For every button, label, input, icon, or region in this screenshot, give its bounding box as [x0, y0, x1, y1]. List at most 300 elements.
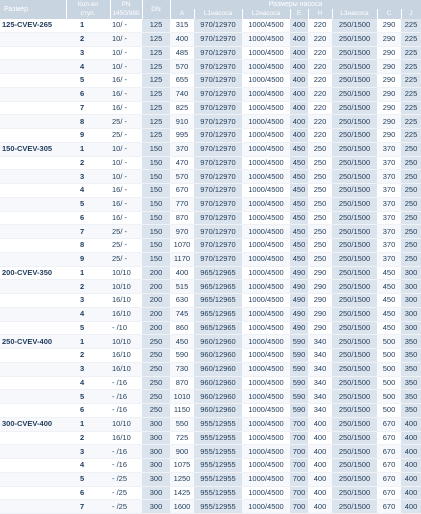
cell-dn: 200	[142, 280, 170, 294]
cell-l3: 250/1500	[332, 170, 377, 184]
cell-stages: 5	[66, 197, 110, 211]
cell-l1: 970/12970	[194, 170, 242, 184]
cell-size	[0, 486, 66, 500]
cell-stages: 1	[66, 417, 110, 431]
cell-pn: 10/ -	[110, 46, 142, 60]
cell-pn: 10/10	[110, 266, 142, 280]
cell-pn: 16/10	[110, 431, 142, 445]
cell-dn: 125	[142, 87, 170, 101]
cell-c: 290	[377, 101, 401, 115]
cell-pn: 16/ -	[110, 184, 142, 198]
header-l1: L1насоса	[194, 9, 242, 19]
cell-j: 250	[401, 211, 421, 225]
cell-dn: 300	[142, 472, 170, 486]
cell-c: 670	[377, 472, 401, 486]
cell-dn: 150	[142, 211, 170, 225]
cell-j: 225	[401, 129, 421, 143]
cell-stages: 2	[66, 32, 110, 46]
cell-e: 490	[290, 266, 308, 280]
cell-a: 670	[170, 184, 194, 198]
cell-j: 225	[401, 60, 421, 74]
cell-l1: 960/12960	[194, 404, 242, 418]
cell-dn: 300	[142, 417, 170, 431]
cell-pn: 16/10	[110, 307, 142, 321]
table-row	[0, 87, 421, 101]
cell-e: 490	[290, 307, 308, 321]
cell-a: 470	[170, 156, 194, 170]
cell-h: 250	[308, 197, 332, 211]
cell-l2: 1000/4500	[242, 46, 290, 60]
cell-stages: 1	[66, 335, 110, 349]
cell-c: 370	[377, 225, 401, 239]
cell-h: 220	[308, 129, 332, 143]
cell-pn: 10/ -	[110, 170, 142, 184]
cell-l3: 250/1500	[332, 211, 377, 225]
cell-size	[0, 197, 66, 211]
table-row	[0, 32, 421, 46]
cell-stages: 4	[66, 184, 110, 198]
header-l2: L2насоса	[242, 9, 290, 19]
cell-l2: 1000/4500	[242, 156, 290, 170]
cell-l2: 1000/4500	[242, 321, 290, 335]
cell-l3: 250/1500	[332, 225, 377, 239]
cell-h: 290	[308, 294, 332, 308]
cell-size	[0, 239, 66, 253]
cell-h: 220	[308, 87, 332, 101]
table-row	[0, 156, 421, 170]
cell-a: 590	[170, 349, 194, 363]
header-dimensions-group: Размеры насоса	[170, 0, 421, 9]
cell-dn: 150	[142, 239, 170, 253]
cell-l1: 965/12965	[194, 321, 242, 335]
cell-c: 290	[377, 87, 401, 101]
table-row	[0, 335, 421, 349]
cell-l2: 1000/4500	[242, 74, 290, 88]
cell-stages: 6	[66, 87, 110, 101]
cell-l2: 1000/4500	[242, 294, 290, 308]
cell-pn: - /16	[110, 445, 142, 459]
cell-e: 450	[290, 142, 308, 156]
cell-dn: 125	[142, 101, 170, 115]
cell-l3: 250/1500	[332, 376, 377, 390]
header-stages-line1: Кол-во	[66, 0, 110, 9]
cell-l1: 970/12970	[194, 211, 242, 225]
cell-l1: 955/12955	[194, 459, 242, 473]
cell-e: 400	[290, 129, 308, 143]
cell-c: 500	[377, 335, 401, 349]
cell-pn: 10/ -	[110, 19, 142, 33]
cell-h: 220	[308, 32, 332, 46]
cell-a: 485	[170, 46, 194, 60]
table-row	[0, 349, 421, 363]
cell-l2: 1000/4500	[242, 280, 290, 294]
cell-j: 225	[401, 19, 421, 33]
cell-l3: 250/1500	[332, 46, 377, 60]
cell-size	[0, 362, 66, 376]
table-row	[0, 431, 421, 445]
cell-l2: 1000/4500	[242, 431, 290, 445]
cell-l3: 250/1500	[332, 115, 377, 129]
cell-l3: 250/1500	[332, 197, 377, 211]
cell-j: 400	[401, 431, 421, 445]
table-row	[0, 404, 421, 418]
table-row	[0, 115, 421, 129]
cell-l3: 250/1500	[332, 321, 377, 335]
cell-a: 630	[170, 294, 194, 308]
cell-h: 340	[308, 404, 332, 418]
cell-dn: 125	[142, 60, 170, 74]
cell-size	[0, 390, 66, 404]
table-row	[0, 321, 421, 335]
cell-l1: 970/12970	[194, 197, 242, 211]
cell-dn: 250	[142, 390, 170, 404]
cell-l1: 970/12970	[194, 101, 242, 115]
cell-j: 350	[401, 404, 421, 418]
cell-size	[0, 225, 66, 239]
cell-l3: 250/1500	[332, 252, 377, 266]
cell-c: 450	[377, 280, 401, 294]
cell-l2: 1000/4500	[242, 197, 290, 211]
cell-pn: 25/ -	[110, 252, 142, 266]
cell-h: 250	[308, 252, 332, 266]
cell-size	[0, 129, 66, 143]
cell-size	[0, 280, 66, 294]
cell-c: 670	[377, 500, 401, 514]
cell-l2: 1000/4500	[242, 307, 290, 321]
cell-l3: 250/1500	[332, 280, 377, 294]
cell-pn: 10/10	[110, 335, 142, 349]
cell-stages: 6	[66, 404, 110, 418]
header-l3: L3насоса	[332, 9, 377, 19]
cell-h: 220	[308, 60, 332, 74]
cell-l2: 1000/4500	[242, 32, 290, 46]
cell-size	[0, 376, 66, 390]
cell-l3: 250/1500	[332, 362, 377, 376]
cell-c: 500	[377, 362, 401, 376]
cell-stages: 6	[66, 486, 110, 500]
cell-size: 200-CVEV-350	[0, 266, 66, 280]
cell-pn: 16/10	[110, 349, 142, 363]
header-dn: DN	[142, 0, 170, 19]
cell-pn: - /25	[110, 500, 142, 514]
table-row	[0, 280, 421, 294]
cell-j: 250	[401, 156, 421, 170]
cell-stages: 4	[66, 459, 110, 473]
cell-dn: 250	[142, 335, 170, 349]
cell-dn: 200	[142, 266, 170, 280]
cell-l1: 965/12965	[194, 294, 242, 308]
cell-l2: 1000/4500	[242, 129, 290, 143]
cell-c: 370	[377, 184, 401, 198]
cell-pn: 16/ -	[110, 211, 142, 225]
cell-l3: 250/1500	[332, 184, 377, 198]
cell-l3: 250/1500	[332, 74, 377, 88]
cell-size	[0, 184, 66, 198]
cell-l2: 1000/4500	[242, 349, 290, 363]
cell-e: 400	[290, 32, 308, 46]
cell-stages: 9	[66, 252, 110, 266]
cell-l1: 970/12970	[194, 32, 242, 46]
cell-l3: 250/1500	[332, 156, 377, 170]
cell-a: 870	[170, 376, 194, 390]
cell-l1: 955/12955	[194, 486, 242, 500]
header-j: J	[401, 9, 421, 19]
cell-l1: 970/12970	[194, 252, 242, 266]
cell-j: 350	[401, 335, 421, 349]
table-row	[0, 225, 421, 239]
cell-size	[0, 211, 66, 225]
cell-c: 500	[377, 349, 401, 363]
cell-h: 400	[308, 500, 332, 514]
cell-size	[0, 60, 66, 74]
cell-size: 125-CVEV-265	[0, 19, 66, 33]
cell-c: 670	[377, 445, 401, 459]
cell-stages: 2	[66, 156, 110, 170]
cell-e: 590	[290, 335, 308, 349]
cell-size	[0, 472, 66, 486]
table-body	[0, 19, 421, 514]
cell-h: 400	[308, 486, 332, 500]
cell-h: 250	[308, 170, 332, 184]
cell-stages: 1	[66, 19, 110, 33]
cell-e: 400	[290, 60, 308, 74]
cell-e: 490	[290, 321, 308, 335]
cell-pn: 16/ -	[110, 87, 142, 101]
cell-h: 340	[308, 349, 332, 363]
cell-size	[0, 32, 66, 46]
cell-a: 515	[170, 280, 194, 294]
cell-e: 700	[290, 459, 308, 473]
cell-size	[0, 252, 66, 266]
cell-l1: 970/12970	[194, 46, 242, 60]
cell-l3: 250/1500	[332, 445, 377, 459]
cell-l1: 970/12970	[194, 60, 242, 74]
cell-j: 400	[401, 459, 421, 473]
cell-stages: 5	[66, 472, 110, 486]
cell-j: 225	[401, 46, 421, 60]
cell-a: 1070	[170, 239, 194, 253]
cell-e: 700	[290, 486, 308, 500]
cell-e: 400	[290, 101, 308, 115]
cell-c: 670	[377, 417, 401, 431]
cell-h: 250	[308, 225, 332, 239]
table-row	[0, 500, 421, 514]
cell-h: 220	[308, 19, 332, 33]
table-row	[0, 417, 421, 431]
cell-stages: 4	[66, 60, 110, 74]
cell-l3: 250/1500	[332, 87, 377, 101]
cell-l3: 250/1500	[332, 266, 377, 280]
cell-l1: 970/12970	[194, 74, 242, 88]
cell-c: 290	[377, 32, 401, 46]
cell-l1: 960/12960	[194, 376, 242, 390]
header-pn-line2: 1450/980	[110, 9, 142, 19]
cell-a: 655	[170, 74, 194, 88]
cell-c: 290	[377, 129, 401, 143]
cell-l2: 1000/4500	[242, 252, 290, 266]
cell-l2: 1000/4500	[242, 239, 290, 253]
cell-l1: 955/12955	[194, 445, 242, 459]
cell-dn: 150	[142, 170, 170, 184]
cell-l2: 1000/4500	[242, 184, 290, 198]
cell-a: 1075	[170, 459, 194, 473]
cell-j: 250	[401, 252, 421, 266]
cell-l3: 250/1500	[332, 390, 377, 404]
cell-l2: 1000/4500	[242, 115, 290, 129]
cell-h: 290	[308, 266, 332, 280]
cell-l1: 970/12970	[194, 19, 242, 33]
cell-l3: 250/1500	[332, 335, 377, 349]
cell-stages: 5	[66, 321, 110, 335]
cell-e: 450	[290, 225, 308, 239]
cell-l3: 250/1500	[332, 142, 377, 156]
cell-size	[0, 349, 66, 363]
cell-l3: 250/1500	[332, 404, 377, 418]
cell-j: 250	[401, 197, 421, 211]
cell-l3: 250/1500	[332, 60, 377, 74]
cell-h: 340	[308, 390, 332, 404]
cell-l3: 250/1500	[332, 500, 377, 514]
cell-a: 1600	[170, 500, 194, 514]
cell-dn: 150	[142, 252, 170, 266]
cell-a: 825	[170, 101, 194, 115]
cell-e: 700	[290, 431, 308, 445]
cell-e: 400	[290, 74, 308, 88]
cell-j: 225	[401, 74, 421, 88]
cell-c: 450	[377, 266, 401, 280]
cell-pn: - /25	[110, 472, 142, 486]
cell-l2: 1000/4500	[242, 472, 290, 486]
cell-a: 315	[170, 19, 194, 33]
cell-l1: 955/12955	[194, 472, 242, 486]
cell-stages: 3	[66, 362, 110, 376]
cell-e: 450	[290, 239, 308, 253]
cell-a: 570	[170, 60, 194, 74]
cell-l2: 1000/4500	[242, 225, 290, 239]
cell-j: 350	[401, 362, 421, 376]
cell-h: 400	[308, 417, 332, 431]
cell-dn: 150	[142, 142, 170, 156]
cell-e: 700	[290, 500, 308, 514]
cell-e: 700	[290, 445, 308, 459]
table-row	[0, 307, 421, 321]
cell-c: 450	[377, 307, 401, 321]
cell-dn: 150	[142, 197, 170, 211]
cell-l2: 1000/4500	[242, 362, 290, 376]
cell-dn: 125	[142, 115, 170, 129]
cell-size: 300-CVEV-400	[0, 417, 66, 431]
cell-c: 370	[377, 211, 401, 225]
cell-dn: 125	[142, 32, 170, 46]
cell-l2: 1000/4500	[242, 170, 290, 184]
cell-size	[0, 459, 66, 473]
cell-stages: 7	[66, 500, 110, 514]
cell-a: 740	[170, 87, 194, 101]
cell-l2: 1000/4500	[242, 445, 290, 459]
cell-h: 250	[308, 239, 332, 253]
cell-c: 450	[377, 321, 401, 335]
cell-j: 300	[401, 266, 421, 280]
cell-pn: - /16	[110, 390, 142, 404]
cell-j: 400	[401, 500, 421, 514]
cell-l1: 965/12965	[194, 266, 242, 280]
cell-dn: 200	[142, 294, 170, 308]
cell-dn: 250	[142, 349, 170, 363]
cell-a: 770	[170, 197, 194, 211]
cell-pn: - /25	[110, 486, 142, 500]
cell-dn: 250	[142, 376, 170, 390]
cell-j: 225	[401, 87, 421, 101]
cell-h: 290	[308, 307, 332, 321]
cell-pn: 25/ -	[110, 129, 142, 143]
cell-h: 400	[308, 445, 332, 459]
cell-l1: 965/12965	[194, 280, 242, 294]
cell-h: 340	[308, 335, 332, 349]
cell-a: 550	[170, 417, 194, 431]
cell-e: 490	[290, 280, 308, 294]
cell-l3: 250/1500	[332, 129, 377, 143]
cell-l1: 960/12960	[194, 349, 242, 363]
cell-l2: 1000/4500	[242, 417, 290, 431]
cell-j: 300	[401, 321, 421, 335]
cell-dn: 300	[142, 445, 170, 459]
cell-dn: 250	[142, 404, 170, 418]
cell-dn: 125	[142, 74, 170, 88]
cell-h: 290	[308, 280, 332, 294]
cell-pn: 10/ -	[110, 60, 142, 74]
cell-size	[0, 115, 66, 129]
cell-l1: 970/12970	[194, 87, 242, 101]
cell-pn: 16/ -	[110, 74, 142, 88]
cell-j: 350	[401, 390, 421, 404]
cell-dn: 150	[142, 156, 170, 170]
cell-pn: 16/ -	[110, 197, 142, 211]
cell-e: 450	[290, 156, 308, 170]
cell-h: 340	[308, 362, 332, 376]
cell-size	[0, 500, 66, 514]
cell-stages: 3	[66, 445, 110, 459]
cell-pn: 25/ -	[110, 239, 142, 253]
cell-dn: 300	[142, 431, 170, 445]
cell-h: 220	[308, 46, 332, 60]
cell-l2: 1000/4500	[242, 404, 290, 418]
cell-a: 900	[170, 445, 194, 459]
cell-dn: 200	[142, 307, 170, 321]
cell-h: 400	[308, 431, 332, 445]
cell-l2: 1000/4500	[242, 101, 290, 115]
cell-pn: - /10	[110, 321, 142, 335]
cell-l2: 1000/4500	[242, 376, 290, 390]
cell-l2: 1000/4500	[242, 60, 290, 74]
cell-a: 725	[170, 431, 194, 445]
cell-dn: 250	[142, 362, 170, 376]
cell-l3: 250/1500	[332, 101, 377, 115]
cell-l1: 955/12955	[194, 431, 242, 445]
cell-pn: 10/10	[110, 417, 142, 431]
cell-size	[0, 74, 66, 88]
table-row	[0, 142, 421, 156]
cell-stages: 4	[66, 307, 110, 321]
cell-size	[0, 156, 66, 170]
cell-stages: 3	[66, 170, 110, 184]
cell-l1: 955/12955	[194, 500, 242, 514]
cell-size	[0, 101, 66, 115]
cell-pn: 25/ -	[110, 115, 142, 129]
cell-size	[0, 46, 66, 60]
cell-dn: 300	[142, 486, 170, 500]
cell-c: 370	[377, 252, 401, 266]
cell-e: 700	[290, 472, 308, 486]
